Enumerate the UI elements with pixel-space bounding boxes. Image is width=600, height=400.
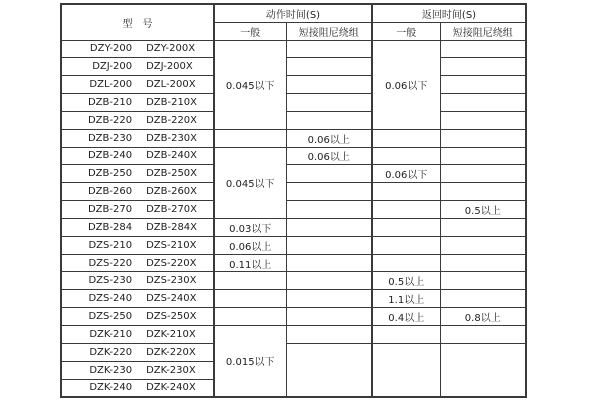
col-header-return-general: 一般 — [372, 22, 440, 40]
model-primary: DZJ-200 — [92, 61, 133, 73]
model-variant: DZB-210X — [146, 96, 198, 108]
value-cell-action-general — [214, 290, 286, 308]
value-cell-action-general — [214, 308, 286, 326]
value-cell-action-damped — [286, 326, 372, 344]
model-cell — [61, 147, 214, 165]
value-cell-return-general: 0.06以下 — [372, 40, 440, 129]
value-cell-return-damped — [440, 40, 526, 58]
value-cell-return-general: 0.5以上 — [372, 272, 440, 290]
value-cell-return-general — [372, 218, 440, 236]
value-cell-action-damped — [286, 308, 372, 326]
model-primary: DZK-230 — [89, 364, 133, 376]
value-cell-return-general — [372, 183, 440, 201]
model-pair — [62, 329, 213, 340]
model-pair — [62, 168, 213, 179]
value-cell-return-damped — [440, 183, 526, 201]
col-header-model: 型 号 — [61, 4, 214, 40]
value-cell-action-damped: 0.06以上 — [286, 129, 372, 147]
value-cell-action-general — [214, 272, 286, 290]
model-variant: DZK-210X — [146, 328, 196, 340]
model-primary: DZB-250 — [87, 168, 133, 180]
model-variant: DZB-220X — [146, 114, 198, 126]
table-row — [61, 76, 526, 94]
model-pair — [62, 240, 213, 251]
value-cell-action-general: 0.045以下 — [214, 40, 286, 129]
model-variant: DZK-230X — [146, 364, 196, 376]
model-cell — [61, 236, 214, 254]
col-header-action-time: 动作时间(S) — [214, 4, 372, 22]
value-cell-action-general: 0.03以下 — [214, 218, 286, 236]
model-pair — [62, 43, 213, 54]
model-pair — [62, 293, 213, 304]
model-primary: DZS-230 — [88, 275, 133, 287]
value-cell-return-general — [372, 147, 440, 165]
table-row — [61, 111, 526, 129]
value-cell-return-damped — [440, 218, 526, 236]
value-cell-action-damped — [286, 76, 372, 94]
model-cell — [61, 76, 214, 94]
col-header-action-general: 一般 — [214, 22, 286, 40]
value-cell-return-general — [372, 254, 440, 272]
model-pair — [62, 347, 213, 358]
model-variant: DZB-260X — [146, 186, 198, 198]
value-cell-return-general — [372, 326, 440, 344]
model-primary: DZB-270 — [87, 204, 133, 216]
model-cell — [61, 201, 214, 219]
value-cell-return-damped — [440, 254, 526, 272]
value-cell-return-damped — [440, 94, 526, 112]
model-cell — [61, 165, 214, 183]
model-variant: DZS-210X — [146, 239, 197, 251]
model-primary: DZK-220 — [89, 346, 133, 358]
value-cell-action-damped — [286, 236, 372, 254]
value-cell-return-damped — [440, 290, 526, 308]
model-variant: DZL-200X — [146, 79, 196, 91]
model-pair — [62, 133, 213, 144]
table-row — [61, 343, 526, 361]
value-cell-return-general — [372, 236, 440, 254]
model-cell — [61, 379, 214, 397]
model-primary: DZL-200 — [89, 79, 133, 91]
value-cell-return-damped — [440, 76, 526, 94]
value-cell-action-damped: 0.06以上 — [286, 147, 372, 165]
model-primary: DZS-220 — [88, 257, 133, 269]
model-variant: DZS-250X — [146, 311, 197, 323]
col-header-action-damped: 短接阻尼绕组 — [286, 22, 372, 40]
table-row — [61, 147, 526, 165]
value-cell-return-damped — [440, 129, 526, 147]
model-primary: DZK-240 — [89, 382, 133, 394]
value-cell-return-damped — [440, 165, 526, 183]
model-pair — [62, 382, 213, 393]
model-variant: DZS-240X — [146, 293, 197, 305]
value-cell-action-damped — [286, 290, 372, 308]
model-cell — [61, 308, 214, 326]
model-cell — [61, 111, 214, 129]
model-variant: DZB-240X — [146, 150, 198, 162]
col-header-return-time: 返回时间(S) — [372, 4, 526, 22]
table-row — [61, 94, 526, 112]
table-row — [61, 40, 526, 58]
model-pair — [62, 186, 213, 197]
value-cell-return-damped — [440, 326, 526, 344]
spec-table-container — [60, 3, 527, 398]
col-header-return-damped: 短接阻尼绕组 — [440, 22, 526, 40]
table-row — [61, 183, 526, 201]
relay-spec-table — [60, 3, 527, 398]
model-variant: DZB-250X — [146, 168, 198, 180]
model-variant: DZK-220X — [146, 346, 196, 358]
model-variant: DZJ-200X — [146, 61, 193, 73]
model-cell — [61, 183, 214, 201]
model-pair — [62, 365, 213, 376]
model-primary: DZB-260 — [87, 186, 133, 198]
model-cell — [61, 361, 214, 379]
model-cell — [61, 343, 214, 361]
table-row — [61, 218, 526, 236]
value-cell-return-general — [372, 343, 440, 397]
model-primary: DZS-240 — [88, 293, 133, 305]
model-pair — [62, 222, 213, 233]
table-row — [61, 165, 526, 183]
model-primary: DZK-210 — [89, 328, 133, 340]
value-cell-return-damped: 0.5以上 — [440, 201, 526, 219]
model-pair — [62, 258, 213, 269]
model-pair — [62, 97, 213, 108]
value-cell-action-general: 0.015以下 — [214, 326, 286, 397]
model-cell — [61, 218, 214, 236]
value-cell-action-general: 0.045以下 — [214, 147, 286, 218]
model-primary: DZS-210 — [88, 239, 133, 251]
model-primary: DZY-200 — [89, 43, 133, 55]
model-primary: DZB-240 — [87, 150, 133, 162]
value-cell-return-damped — [440, 272, 526, 290]
value-cell-return-general — [372, 201, 440, 219]
model-pair — [62, 79, 213, 90]
table-row — [61, 308, 526, 326]
value-cell-return-damped — [440, 343, 526, 397]
header-row-groups — [61, 4, 526, 22]
model-cell — [61, 94, 214, 112]
model-variant: DZB-270X — [146, 204, 198, 216]
table-row — [61, 290, 526, 308]
model-pair — [62, 275, 213, 286]
model-cell — [61, 129, 214, 147]
model-cell — [61, 58, 214, 76]
value-cell-action-damped — [286, 111, 372, 129]
table-row — [61, 129, 526, 147]
value-cell-action-damped — [286, 40, 372, 58]
table-row — [61, 201, 526, 219]
table-row — [61, 58, 526, 76]
value-cell-action-general: 0.11以上 — [214, 254, 286, 272]
value-cell-action-general — [214, 129, 286, 147]
value-cell-action-damped — [286, 58, 372, 76]
table-body — [61, 40, 526, 397]
value-cell-action-damped — [286, 165, 372, 183]
model-variant: DZK-240X — [146, 382, 196, 394]
value-cell-return-damped — [440, 147, 526, 165]
model-primary: DZB-230 — [87, 132, 133, 144]
value-cell-action-damped — [286, 272, 372, 290]
model-cell — [61, 326, 214, 344]
model-pair — [62, 311, 213, 322]
model-variant: DZB-284X — [146, 221, 198, 233]
model-variant: DZB-230X — [146, 132, 198, 144]
model-pair — [62, 61, 213, 72]
value-cell-return-general: 0.06以下 — [372, 165, 440, 183]
value-cell-return-general — [372, 129, 440, 147]
table-row — [61, 254, 526, 272]
model-cell — [61, 40, 214, 58]
model-pair — [62, 150, 213, 161]
value-cell-return-damped — [440, 111, 526, 129]
value-cell-action-damped — [286, 201, 372, 219]
table-row — [61, 326, 526, 344]
table-header — [61, 4, 526, 40]
model-pair — [62, 204, 213, 215]
value-cell-action-general: 0.06以上 — [214, 236, 286, 254]
value-cell-action-damped — [286, 343, 372, 397]
value-cell-return-damped — [440, 58, 526, 76]
model-primary: DZB-210 — [87, 96, 133, 108]
value-cell-action-damped — [286, 254, 372, 272]
model-pair — [62, 115, 213, 126]
model-cell — [61, 272, 214, 290]
model-variant: DZS-220X — [146, 257, 197, 269]
value-cell-return-damped: 0.8以上 — [440, 308, 526, 326]
model-cell — [61, 254, 214, 272]
value-cell-action-damped — [286, 218, 372, 236]
model-primary: DZS-250 — [88, 311, 133, 323]
value-cell-return-general: 1.1以上 — [372, 290, 440, 308]
model-variant: DZS-230X — [146, 275, 197, 287]
table-row — [61, 236, 526, 254]
model-primary: DZB-284 — [87, 221, 133, 233]
model-cell — [61, 290, 214, 308]
model-variant: DZY-200X — [146, 43, 196, 55]
value-cell-return-damped — [440, 236, 526, 254]
value-cell-action-damped — [286, 183, 372, 201]
value-cell-return-general: 0.4以上 — [372, 308, 440, 326]
value-cell-action-damped — [286, 94, 372, 112]
table-row — [61, 272, 526, 290]
model-primary: DZB-220 — [87, 114, 133, 126]
